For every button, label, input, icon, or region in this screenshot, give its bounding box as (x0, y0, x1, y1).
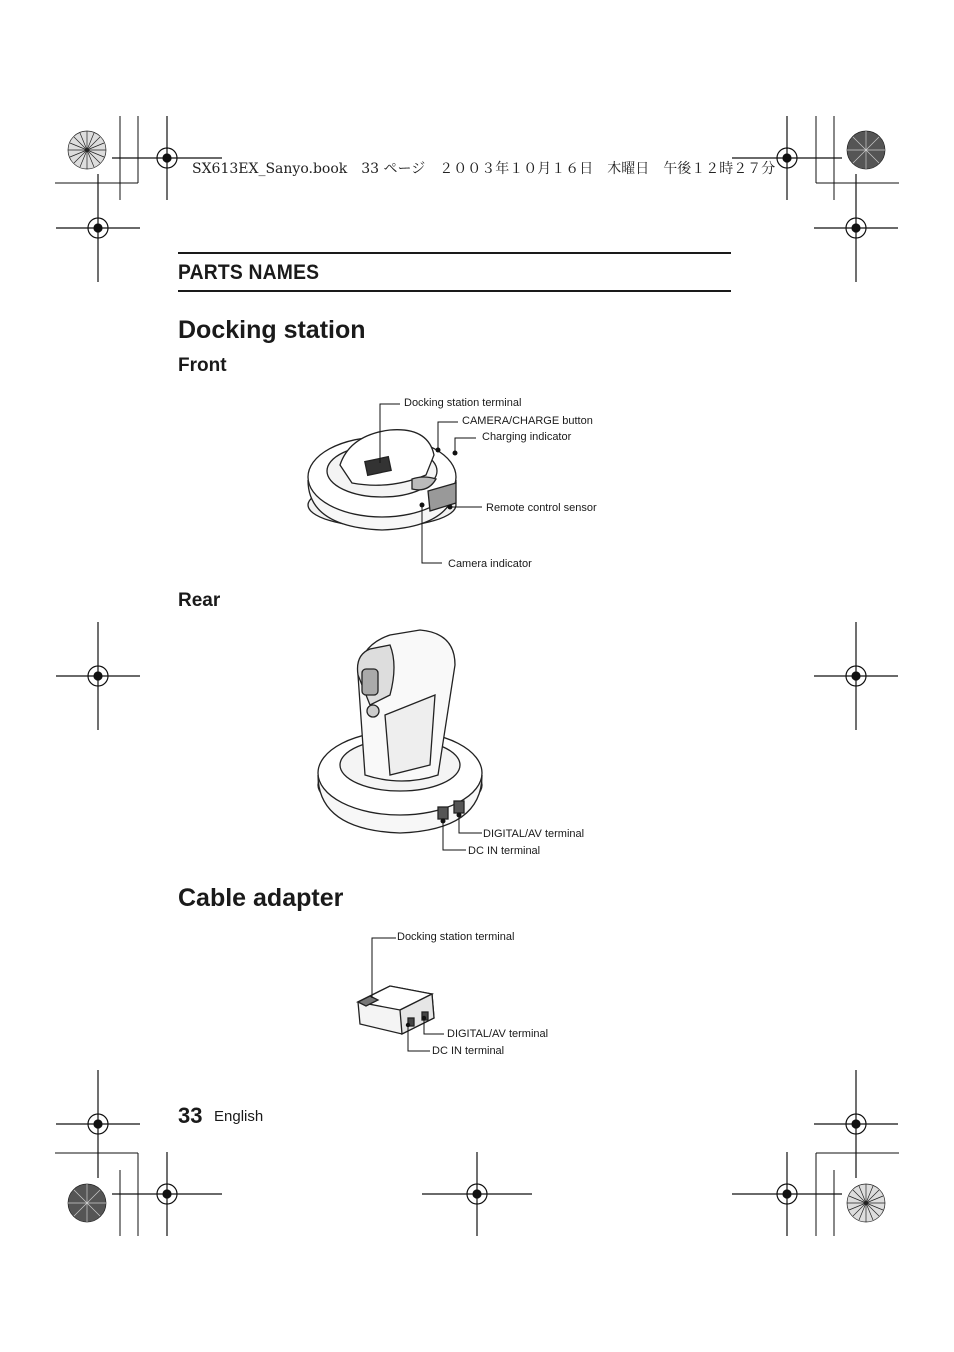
section-rule-top (178, 252, 731, 254)
section-rule-bottom (178, 290, 731, 292)
rear-heading: Rear (178, 590, 221, 611)
cable-adapter-illustration (350, 930, 570, 1060)
label-remote-sensor: Remote control sensor (486, 502, 597, 514)
label-adapter-digital-av: DIGITAL/AV terminal (447, 1028, 549, 1040)
label-adapter-dc-in: DC IN terminal (432, 1045, 505, 1057)
label-rear-dc-in: DC IN terminal (468, 845, 541, 857)
page-number: 33 (178, 1103, 203, 1128)
label-rear-digital-av: DIGITAL/AV terminal (483, 828, 585, 840)
label-camera-charge-button: CAMERA/CHARGE button (462, 415, 593, 427)
label-front-docking-terminal: Docking station terminal (404, 397, 522, 409)
docking-station-title: Docking station (178, 316, 366, 344)
section-title: PARTS NAMES (178, 261, 320, 284)
label-adapter-docking-terminal: Docking station terminal (397, 931, 515, 943)
front-heading: Front (178, 355, 227, 376)
print-header: SX613EX_Sanyo.book 33 ページ ２００３年１０月１６日 木曜日 午後１２時２７分 (192, 161, 776, 177)
label-charging-indicator: Charging indicator (482, 431, 572, 443)
cable-adapter-title: Cable adapter (178, 884, 344, 912)
label-camera-indicator: Camera indicator (448, 558, 532, 570)
page-language: English (214, 1108, 264, 1125)
